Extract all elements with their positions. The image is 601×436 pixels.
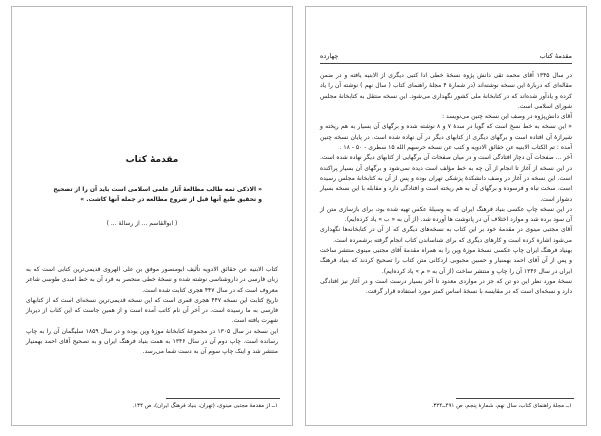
running-title: مقدمهٔ کتاب <box>539 52 572 60</box>
right-page <box>305 6 587 426</box>
left-page-quote-attribution: ( ابوالقاسم ... از رسالهٔ ... ) <box>106 220 178 227</box>
right-page-paragraph: آقای دانش‌پژوه در وصف این نسخه چنین می‌نویسد : <box>442 113 572 121</box>
left-page-title: مقدمهٔ کتاب <box>125 155 179 165</box>
left-page-footnote: ۱ــ از مقدمهٔ مجتبی مینوی، (تهران، بنیاد فرهنگ ایران)، ص ۱۳۴. <box>132 403 278 409</box>
right-page-paragraph: « این نسخه به خط نسخ است که گویا در سدهٔ ۷ و ۸ نوشته شده و برگهای آن بسیار به هم ریخته و شیرازهٔ آن افتاده است و برگهای دیگری از کتابهای دیگر در آن نهاده شده است. در پایان نسخه چنین آمده : تم الکتاب الابنیه عن حقائق الادویه و کتب عن نسخه حرسهم الله ۱۵ سطری - ۵۰ - ۱۸ . <box>320 123 572 152</box>
right-page-paragraph: آخر ... صفحات آن دچار افتادگی است و در میان صفحات آن برگهایی از کتابهای دیگر نهاده شده است. در این نسخه از آغاز تا انجام از آن چه به خط مؤلف است دیده نمی‌شود و برگهای آن بسیار پراکنده است. این نسخه در آغاز در وصف دانشکدهٔ پزشکی تهران بوده و پس از آن به کتابخانهٔ مجلس رسیده است. سخت تباه و فرسوده و برگهای آن به هم ریخته است و افتادگی دارد و مقابله با این نسخه بسیار دشوار است. <box>320 154 572 203</box>
left-page-paragraph: کتاب الابنیه عن حقائق الادویه تألیف ابومنصور موفق بن علی الهروی قدیمی‌ترین کتابی است که به زبان فارسی در داروشناسی نوشته شده و نسخهٔ خطی منحصر به فرد آن به خط اسدی طوسی شاعر معروف است که در سال ۴۴۷ هجری کتابت شده است. <box>26 266 278 294</box>
right-page-body <box>320 71 572 298</box>
right-page-header <box>320 51 572 64</box>
right-page-paragraph: در این نسخه چاپ عکسی بنیاد فرهنگ ایران که به وسیلهٔ عکس تهیه شده بود، برای بازسازی متن از آن سود برده شد و موارد اختلاف آن در پانوشت ها آورده شد. (از آن به « ب » یاد کرده‌ایم). <box>320 205 572 224</box>
right-page-paragraph: در سال ۱۳۴۵ آقای محمد تقی دانش پژوه نسخهٔ خطی ادا کتبی دیگری از الابنیه یافته و در ضمن مقاله‌ای که دربارهٔ این نسخه نوشته‌اند (در شمارهٔ ۴ مجلهٔ راهنمای کتاب ( سال نهم ) نوشته آن را یاد کرده و یادآور شده‌اند که در کتابخانهٔ ملی کشور نگهداری می‌شود. این نسخه منتقل به کتابخانهٔ مجلس شورای اسلامی است. <box>320 72 573 110</box>
right-footnote-rule <box>456 398 574 399</box>
right-page-paragraph: آقای مجتبی مینوی در مقدمهٔ خود بر این کتاب به نسخه‌های دیگری که از آن در کتابخانه‌ها نگهداری می‌شود اشاره کرده است و کارهای دیگری که برای شناساندن کتاب انجام گرفته برشمرده است. <box>320 226 572 244</box>
left-footnote-rule <box>166 398 280 399</box>
left-page-quote: « الاذکی ثمه طالب مطالعهٔ آثار علمی اسلامی است باید آن را از تصحیح و تحقیق طبع آنها قبل از شروع مطالعه در جمله آنها کاشت. » <box>53 186 262 203</box>
right-page-footnote: ۱ــ مجلهٔ راهنمای کتاب، سال نهم، شمارهٔ پنجم، ص ۴۹۱ــ۳۲۴. <box>431 403 572 409</box>
right-page-paragraph: نسخهٔ مورد نظر این دو تن که جز در مواردی معدود تا آخر بسیار درست است و در آغاز نیز افتادگی دارد و نسخه‌ای است که در مقایسه با نسخهٔ اساس کمتر مورد استفاده قرار گرفت. <box>320 277 572 296</box>
left-page-paragraph: این نسخه در سال ۱۳۰۵ در مجموعهٔ کتابخانهٔ موزهٔ وین بوده و در سال ۱۸۵۹ سلیگمان آن را به چاپ رسانده است. چاپ دوم آن در سال ۱۳۴۶ به همت بنیاد فرهنگ ایران و به تصحیح آقای احمد بهمنیار منتشر شد و اینک چاپ سوم آن به دست شما می‌رسد. <box>26 327 278 356</box>
left-page-paragraph: تاریخ کتابت این نسخه ۴۴۷ هجری قمری است که این نسخه قدیمی‌ترین نسخه‌ای است که از کتابهای فارسی به ما رسیده است. در آخر آن نام کاتب آمده است و از همین جاست که این کتاب از دیرباز شهرت یافته است. <box>26 296 279 325</box>
left-page <box>11 6 293 426</box>
right-page-paragraph: بهنیاد فرهنگ ایران چاپ عکسی نسخهٔ موزهٔ وین را به همراه مقدمهٔ آقای مجتبی مینوی منتشر ساخت و پس از آن آقای احمد بهمنیار و حسین محبوبی اردکانی متن کتاب را تصحیح کردند که بنیاد فرهنگ ایران در سال ۱۳۴۶ آن را چاپ و منتشر ساخت (از آن به « م » یاد کرده‌ایم). <box>320 247 572 275</box>
left-page-body <box>26 265 278 358</box>
page-number: چهارده <box>320 52 339 60</box>
